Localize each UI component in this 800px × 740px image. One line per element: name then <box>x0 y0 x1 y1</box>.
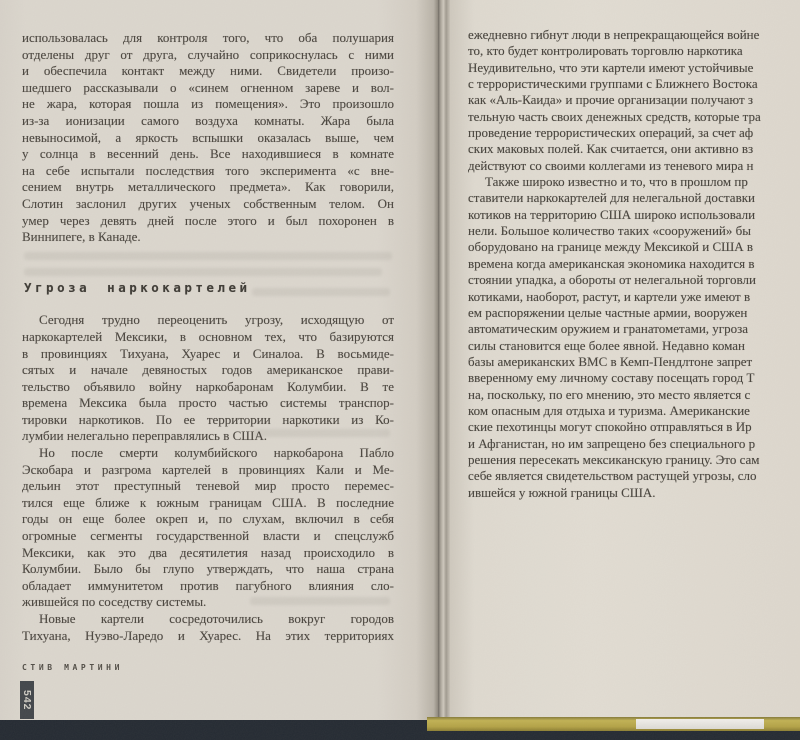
text-line: отделены друг от друга, случайно соприкоснулась с ними <box>22 46 394 62</box>
text-line: Неудивительно, что эти картели имеют устойчивые <box>468 59 754 75</box>
text-line: Слотин заслонил других ученых собственным телом. Он <box>22 195 394 211</box>
book-page-edges-white <box>636 719 764 729</box>
text-line: котиками, наоборот, растут, и картели уже имеют в <box>468 288 751 304</box>
text-line: ившейся у южной границы США. <box>468 484 656 500</box>
text-line: с террористическими группами с Ближнего Востока <box>468 76 758 92</box>
text-line: автоматическим оружием и гранатометами, угроза <box>468 321 749 337</box>
text-line: на, поскольку, по его мнению, это место является с <box>468 386 751 402</box>
text-line: времена когда американская экономика находится в <box>468 255 755 271</box>
text-line: тельство объявило войну наркобаронам Колумбии. В те <box>22 378 394 394</box>
text-line: ставители наркокартелей для нелегальной доставки <box>468 190 755 206</box>
text-line: на себе испытали последствия того эксперимента «с вне- <box>22 162 394 178</box>
text-line: ем распоряжении целые частные армии, вооружен <box>468 304 748 320</box>
text-line: Мексики, как это два десятилетия назад происходило в <box>22 544 394 560</box>
text-line: котиков на территорию США широко использовали <box>468 206 756 222</box>
text-line: Сегодня трудно переоценить угрозу, исходящую от <box>39 312 394 328</box>
right-page-text <box>468 27 800 501</box>
text-line: Тихуана, Нуэво-Ларедо и Хуарес. На этих территориях <box>22 627 394 643</box>
book-gutter <box>438 0 450 720</box>
text-line: тельную часть своих денежных средств, которые тра <box>468 108 761 124</box>
text-line: силы становится еще более явной. Недавно коман <box>468 337 746 353</box>
text-line: оборудовано на границе между Мексикой и США в <box>468 239 754 255</box>
text-line: решения пересекать мексиканскую границу. Это сам <box>468 451 760 467</box>
paragraph <box>22 445 394 611</box>
text-line: как «Аль-Каида» и прочие организации получают з <box>468 92 754 108</box>
text-line: вверенному ему личному составу посещать город Т <box>468 370 755 386</box>
text-line: нели. Большое количество таких «сооружений» бы <box>468 223 751 239</box>
text-line: использовалась для контроля того, что оба полушария <box>22 30 394 45</box>
text-line: в провинциях Тихуана, Хуарес и Синалоа. В восьмиде- <box>22 345 394 361</box>
text-line: времена Мексика была просто частью системы транспор- <box>22 395 394 411</box>
paragraph <box>22 312 394 445</box>
paragraph <box>22 30 394 246</box>
text-line: и обеспечила контакт между ними. Свидетели произо- <box>22 63 394 79</box>
text-line: сением внутрь металлического предмета». Как говорили, <box>22 179 394 195</box>
text-line: Также широко известно и то, что в прошлом пр <box>485 174 748 190</box>
text-line: невыносимой, а яркость вспышки оказалась выше, чем <box>22 129 394 145</box>
page-number-box <box>20 681 34 719</box>
text-line: дельин этот преступный теневой мир просто перемес- <box>22 478 394 494</box>
text-line: ские пехотинцы могут спокойно отправляться в Ир <box>468 419 752 435</box>
paragraph <box>468 174 800 501</box>
text-line: годы он еще более окреп и, по слухам, включил в себя <box>22 511 394 527</box>
text-line: сятых и начале девяностых годов американское прави- <box>22 362 394 378</box>
section-heading: Угроза наркокартелей <box>24 279 251 295</box>
text-line: себе является свидетельством растущей угрозы, сло <box>468 468 757 484</box>
page-number: 542 <box>21 689 33 711</box>
text-line: действуют со своими коллегами из теневого мира н <box>468 157 754 173</box>
left-page-text <box>22 30 394 644</box>
paragraph <box>22 611 394 644</box>
text-line: Виннипеге, в Канаде. <box>22 229 141 245</box>
text-line: и Афганистан, но им запрещено без специального р <box>468 435 756 451</box>
text-line: у солнца в весенний день. Все находившиеся в комнате <box>22 146 394 162</box>
text-line: Колумбии. Было бы глупо утверждать, что наша страна <box>22 561 394 577</box>
text-line: огромные сегменты государственной власти и спецслужб <box>22 528 394 544</box>
text-line: из-за ионизации самого воздуха комнаты. Жара была <box>22 112 394 128</box>
text-line: тировки наркотиков. По ее территории наркотики из Ко- <box>22 411 394 427</box>
text-line: базы американских ВМС в Кемп-Пендлтоне запрет <box>468 353 753 369</box>
text-line: Но после смерти колумбийского наркобарона Пабло <box>39 445 394 461</box>
text-line: наркокартелей Мексики, в основном тех, что базируются <box>22 328 394 344</box>
text-line: лумбии нелегально переправлялись в США. <box>22 428 268 444</box>
text-line: Эскобара и разгрома картелей в провинциях Кали и Ме- <box>22 461 394 477</box>
text-line: Новые картели сосредоточились вокруг городов <box>39 611 394 626</box>
text-line: стоянии упадка, а обороты от нелегальной торговли <box>468 272 756 288</box>
text-line: обладает иммунитетом против пагубного влияния сло- <box>22 577 394 593</box>
paragraph <box>468 27 800 174</box>
text-line: жившейся по соседству системы. <box>22 594 207 610</box>
text-line: не жара, которая пошла из помещения». Это произошло <box>22 96 394 112</box>
running-footer-author: СТИВ МАРТИНИ <box>22 663 123 672</box>
text-line: тился еще ближе к южным границам США. В последние <box>22 494 394 510</box>
text-line: умер через девять дней после этого и был похоронен в <box>22 212 394 228</box>
text-line: то, кто будет контролировать торговлю наркотика <box>468 43 743 59</box>
text-line: ских маковых полей. Как считается, они активно вз <box>468 141 754 157</box>
text-line: проведение террористических операций, за счет аф <box>468 125 754 141</box>
text-line: ком опасным для отдыха и туризма. Американские <box>468 402 750 418</box>
text-line: ежедневно гибнут люди в непрекращающейся войне <box>468 27 760 42</box>
text-line: шедшего рассказывали о «синем огненном зареве и вол- <box>22 79 394 95</box>
